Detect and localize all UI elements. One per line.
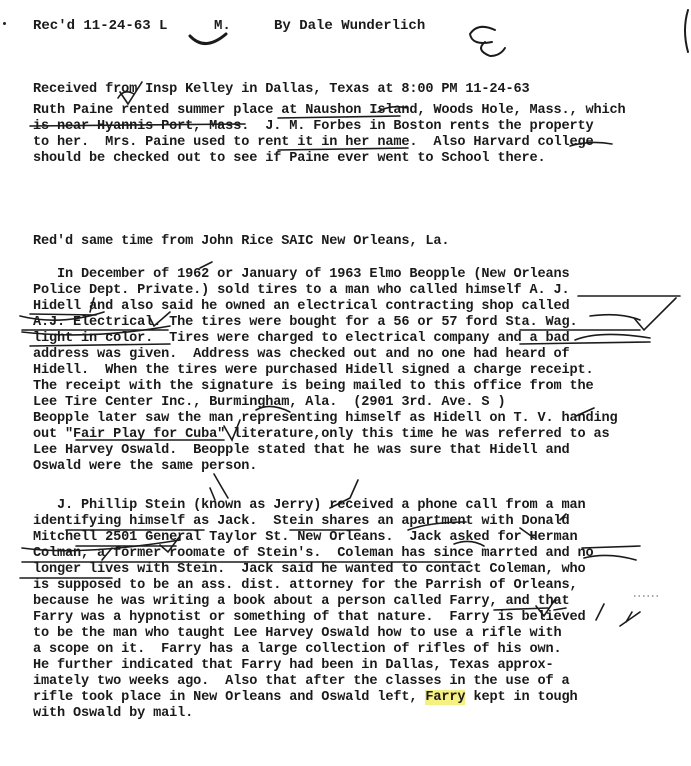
memo-line: Lee Harvey Oswald. Beopple stated that he was sure that Hidell and	[33, 443, 570, 458]
memo-line: Hidell. When the tires were purchased Hidell signed a charge receipt.	[33, 363, 594, 378]
header-by: By Dale Wunderlich	[274, 18, 426, 34]
memo-line: to be the man who taught Lee Harvey Oswald how to use a rifle with	[33, 626, 562, 641]
memo-line: He further indicated that Farry had been in Dallas, Texas approx-	[33, 658, 554, 673]
memo-line-part: kept in tough	[473, 690, 578, 705]
memo-line: Colman, a former roomate of Stein's. Coleman has since marrted and no	[33, 546, 594, 561]
memo-line: a scope on it. Farry has a large collection of rifles of his own.	[33, 642, 562, 657]
memo-line: Mitchell 2501 General Taylor St. New Orleans. Jack asked for Herman	[33, 530, 578, 545]
memo-line: because he was writing a book about a person called Farry, and that	[33, 594, 570, 609]
memo-line: to her. Mrs. Paine used to rent it in her name. Also Harvard college	[33, 135, 594, 150]
memo-line: light in color. Tires were charged to electrical company and a bad	[33, 331, 570, 346]
header-received: Rec'd 11-24-63 L	[33, 18, 168, 34]
memo-line: with Oswald by mail.	[33, 706, 194, 721]
memo-line: should be checked out to see if Paine ever went to School there.	[33, 151, 546, 166]
memo-line: Police Dept. Private.) sold tires to a man who called himself A. J.	[33, 283, 570, 298]
memo-line: Oswald were the same person.	[33, 459, 258, 474]
memo-line: out "Fair Play for Cuba" literature,only this time he was referred to as	[33, 427, 610, 442]
memo-line: is near Hyannis Port, Mass. J. M. Forbes in Boston rents the property	[33, 119, 594, 134]
memo-line: imately two weeks ago. Also that after the classes in the use of a	[33, 674, 570, 689]
header-time-suffix: M.	[214, 18, 231, 34]
memo-line: J. Phillip Stein (known as Jerry) received a phone call from a man	[33, 498, 586, 513]
memo-line: Farry was a hypnotist or something of that nature. Farry is believed	[33, 610, 586, 625]
memo-line-highlighted	[33, 690, 578, 706]
highlighted-word: Farry	[425, 690, 466, 705]
memo-line: Hidell and also said he owned an electrical contracting shop called	[33, 299, 570, 314]
memo-line: Beopple later saw the man representing himself as Hidell on T. V. handing	[33, 411, 618, 426]
memo-line: The receipt with the signature is being mailed to this office from the	[33, 379, 594, 394]
memo-line: longer lives with Stein. Jack said he wanted to contact Coleman, who	[33, 562, 586, 577]
memo-line: is supposed to be an ass. dist. attorney for the Parrish of Orleans,	[33, 578, 578, 593]
memo-line: identifying himself as Jack. Stein shares an apartment with Donald	[33, 514, 570, 529]
memo-line: Ruth Paine rented summer place at Naushon Island, Woods Hole, Mass., which	[33, 103, 626, 118]
memo-line: Received from Insp Kelley in Dallas, Texas at 8:00 PM 11-24-63	[33, 82, 530, 97]
memo-line-part: rifle took place in New Orleans and Oswald left,	[33, 690, 418, 705]
memo-line: Lee Tire Center Inc., Burmingham, Ala. (2901 3rd. Ave. S )	[33, 395, 506, 410]
memo-line: address was given. Address was checked out and no one had heard of	[33, 347, 570, 362]
memo-line: A.J. Electrical. The tires were bought for a 56 or 57 ford Sta. Wag.	[33, 315, 578, 330]
memo-line: Red'd same time from John Rice SAIC New Orleans, La.	[33, 234, 450, 249]
margin-mark	[3, 22, 6, 25]
memo-line: In December of 1962 or January of 1963 Elmo Beopple (New Orleans	[33, 267, 570, 282]
